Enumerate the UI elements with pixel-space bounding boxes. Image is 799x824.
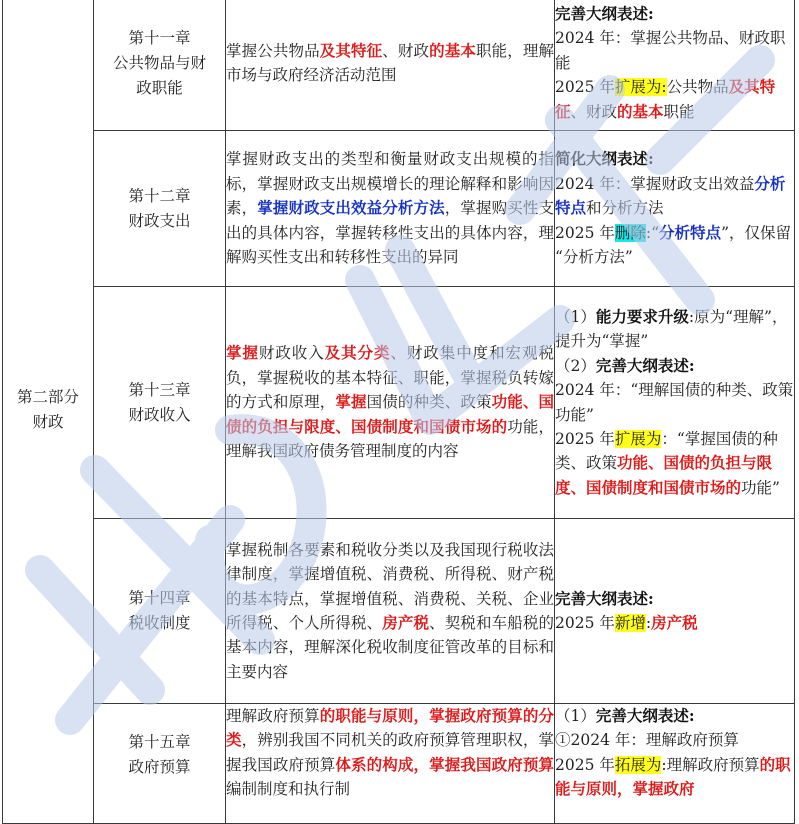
chapter-title-line: 政职能 bbox=[136, 78, 183, 97]
red-emphasis-text: 功能、国债的负担与限度、国债制度和国债市场的 bbox=[226, 392, 554, 436]
red-emphasis-text: 及其特征 bbox=[319, 40, 383, 60]
chapter-cell bbox=[94, 519, 226, 704]
body-text: 掌握公共物品 bbox=[226, 41, 320, 60]
part-subject: 财政 bbox=[32, 412, 64, 431]
body-text: 2025 年 bbox=[555, 78, 615, 97]
red-emphasis-text: 的基本 bbox=[429, 40, 476, 60]
chapter-title-line: 财政支出 bbox=[128, 211, 191, 230]
body-text: :原为“理解”，提升为“掌握” bbox=[555, 307, 788, 351]
body-text: 2024 年：“理解国债的种类、政策功能” bbox=[555, 381, 794, 424]
body-text: 财政收入 bbox=[258, 344, 325, 363]
red-emphasis-text: 及其分类 bbox=[324, 343, 391, 363]
body-text: 、财政 bbox=[382, 41, 430, 60]
chapter-cell bbox=[94, 0, 226, 131]
highlight-mark: 新增 bbox=[614, 614, 646, 632]
body-text: 国债的种类、政策 bbox=[366, 393, 492, 412]
blue-emphasis-text: 分析特点 bbox=[555, 173, 786, 218]
bold-heading-text: 能力要求升级 bbox=[595, 306, 689, 326]
change-note-cell bbox=[555, 131, 795, 287]
body-text: ”，仅保留 “分析方法” bbox=[555, 223, 791, 267]
body-text: 和分析方法 bbox=[586, 199, 664, 218]
red-emphasis-text: 体系的构成，掌握我国政府预算 bbox=[335, 754, 554, 774]
chapter-title-line: 税收制度 bbox=[128, 614, 191, 632]
body-text: 公共物品 bbox=[666, 78, 729, 97]
body-text: 掌握财政支出的类型和衡量财政支出规模的指标，掌握财政支出规模增长的理论解释和影响因素， bbox=[226, 150, 554, 218]
body-text: ，掌握购买性支出的具体内容，掌握转移性支出的具体内容，理解购买性支出和转移性支出的异同 bbox=[226, 199, 554, 267]
blue-emphasis-text: 掌握财政支出效益分析方法 bbox=[257, 198, 445, 218]
chapter-cell bbox=[94, 131, 226, 287]
red-emphasis-text: 的职能与原则，掌握政府预算的分类 bbox=[226, 706, 554, 750]
body-text: 功能” bbox=[741, 478, 780, 497]
red-emphasis-text: 功能、国债的负担与限度、国债制度和国债市场的 bbox=[555, 453, 773, 497]
part-title: 第二部分 bbox=[16, 387, 79, 406]
body-text: 2024 年：掌握财政支出效益 bbox=[555, 174, 755, 193]
body-text: 理解政府预算 bbox=[226, 707, 320, 725]
requirement-cell bbox=[226, 0, 555, 131]
requirement-cell bbox=[226, 287, 555, 519]
body-text: 2025 年 bbox=[555, 755, 615, 774]
chapter-title-line: 政府预算 bbox=[128, 758, 191, 776]
red-emphasis-text: 掌握 bbox=[226, 343, 259, 363]
bold-heading-text: 简化大纲表述: bbox=[555, 149, 654, 169]
body-text: :“ bbox=[645, 223, 660, 242]
change-note-cell bbox=[555, 287, 795, 519]
syllabus-table bbox=[2, 0, 795, 824]
body-text: 功能，理解我国政府债务管理制度的内容 bbox=[226, 417, 554, 461]
chapter-title-line: 第十二章 bbox=[128, 186, 191, 205]
bold-heading-text: 完善大纲表述: bbox=[595, 355, 695, 375]
highlight-mark: 扩展为 bbox=[614, 429, 662, 448]
body-text: ：“掌握国债的种类、政策 bbox=[555, 429, 778, 473]
chapter-title-line: 财政收入 bbox=[128, 405, 191, 424]
body-text: :理解政府预算 bbox=[661, 755, 760, 774]
body-text: 编制制度和执行制 bbox=[226, 780, 351, 799]
requirement-cell bbox=[226, 519, 555, 704]
red-emphasis-text: 及其特征 bbox=[555, 77, 776, 121]
red-emphasis-text: 掌握 bbox=[335, 392, 367, 412]
body-text: 2025 年 bbox=[555, 429, 615, 448]
body-text: ①2024 年：理解政府预算 bbox=[555, 731, 739, 750]
chapter-title-line: 第十一章 bbox=[128, 28, 191, 47]
chapter-cell bbox=[94, 287, 226, 519]
body-text: 、财政集中度和宏观税负，掌握税收的基本特征、职能，掌握税负转嫁的方式和原理， bbox=[226, 344, 554, 412]
part-cell bbox=[3, 0, 94, 824]
highlight-mark: 删除 bbox=[614, 223, 646, 242]
chapter-cell bbox=[94, 704, 226, 824]
body-text: （1） bbox=[555, 707, 596, 725]
chapter-title-line: 第十五章 bbox=[128, 733, 191, 751]
chapter-title-line: 第十四章 bbox=[128, 589, 191, 607]
requirement-cell bbox=[226, 704, 555, 824]
red-emphasis-text: 的职能与原则，掌握政府 bbox=[555, 754, 791, 799]
change-note-cell bbox=[555, 704, 795, 824]
blue-emphasis-text: 分析特点 bbox=[659, 222, 722, 242]
chapter-title-line: 公共物品与财 bbox=[112, 53, 206, 72]
highlight-mark: 扩展为: bbox=[614, 78, 667, 97]
requirement-cell bbox=[226, 131, 555, 287]
body-text: 职能 bbox=[663, 102, 695, 121]
body-text: ，辨别我国不同机关的政府预算管理职权，掌握我国政府预算 bbox=[226, 731, 554, 774]
body-text: 职能，理解市场与政府经济活动范围 bbox=[226, 41, 554, 84]
highlight-mark: 拓展为 bbox=[614, 755, 662, 774]
body-text: 、契税和车船税的基本内容，理解深化税收制度征管改革的目标和主要内容 bbox=[226, 614, 554, 681]
bold-heading-text: 完善大纲表述: bbox=[555, 3, 654, 23]
body-text: 2025 年 bbox=[555, 223, 615, 242]
change-note-cell bbox=[555, 0, 795, 131]
body-text: （2） bbox=[555, 356, 596, 375]
body-text: （1） bbox=[555, 307, 596, 326]
bold-heading-text: 完善大纲表述: bbox=[555, 588, 654, 608]
red-emphasis-text: 房产税 bbox=[651, 613, 698, 632]
body-text: 2024 年：掌握公共物品、财政职能 bbox=[555, 29, 786, 72]
body-text: : bbox=[645, 614, 652, 632]
body-text: 掌握税制各要素和税收分类以及我国现行税收法律制度，掌握增值税、消费税、所得税、财产税的基本特点，掌握增值税、消费税、关税、企业所得税、个人所得税、 bbox=[226, 540, 554, 632]
body-text: 、财政 bbox=[570, 102, 618, 121]
body-text: 2025 年 bbox=[555, 614, 615, 632]
chapter-title-line: 第十三章 bbox=[128, 380, 191, 399]
red-emphasis-text: 房产税 bbox=[382, 613, 430, 632]
red-emphasis-text: 的基本 bbox=[617, 101, 664, 121]
change-note-cell bbox=[555, 519, 795, 704]
bold-heading-text: 完善大纲表述: bbox=[595, 706, 695, 725]
